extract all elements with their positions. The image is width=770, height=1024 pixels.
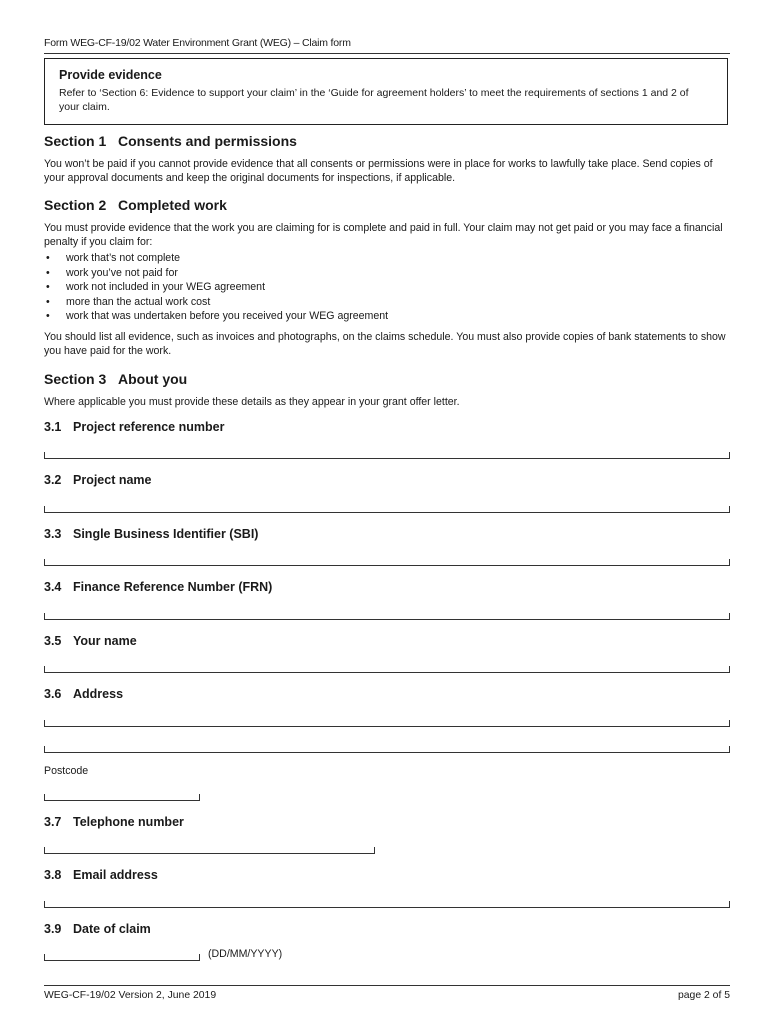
question-3-7-label xyxy=(44,815,184,829)
section-1-text: You won’t be paid if you cannot provide evidence that all consents or permissions were in place for works to lawfully take place. Send copies of your approval documents and keep the original documents for inspections, if applicable. xyxy=(44,158,713,184)
section-2-intro: You must provide evidence that the work you are claiming for is complete and paid in full. Your claim may not get paid or you may face a financial penalty if you claim for: xyxy=(44,222,723,248)
section-1-number: Section 1 xyxy=(44,133,107,149)
address-line-2-field[interactable] xyxy=(44,746,730,753)
question-number: 3.4 xyxy=(44,580,62,594)
question-text: Email address xyxy=(73,868,158,882)
question-text: Telephone number xyxy=(73,815,184,829)
frn-field[interactable] xyxy=(44,613,730,620)
page-footer xyxy=(44,985,730,1001)
telephone-field[interactable] xyxy=(44,847,375,854)
section-1-heading xyxy=(44,133,730,149)
question-3-8-label xyxy=(44,868,158,882)
question-number: 3.2 xyxy=(44,473,62,487)
question-number: 3.6 xyxy=(44,687,62,701)
section-2-title: Completed work xyxy=(118,197,227,213)
section-1-title: Consents and permissions xyxy=(118,133,297,149)
question-text: Your name xyxy=(73,634,137,648)
question-text: Date of claim xyxy=(73,922,151,936)
question-3-2-label xyxy=(44,473,152,487)
question-number: 3.3 xyxy=(44,527,62,541)
your-name-field[interactable] xyxy=(44,666,730,673)
postcode-field[interactable] xyxy=(44,794,200,801)
question-number: 3.1 xyxy=(44,420,62,434)
bullet-item: • work not included in your WEG agreement xyxy=(44,280,730,295)
section-2-outro: You should list all evidence, such as invoices and photographs, on the claims schedule. You must also provide copies of bank statements to show you have paid for the work. xyxy=(44,330,726,357)
section-3-title: About you xyxy=(118,371,188,387)
section-3-intro: Where applicable you must provide these details as they appear in your grant offer letter. xyxy=(44,396,460,408)
provide-evidence-box xyxy=(44,58,728,125)
address-line-1-field[interactable] xyxy=(44,720,730,727)
question-text: Address xyxy=(73,687,124,701)
bullet-item: • work that was undertaken before you received your WEG agreement xyxy=(44,309,730,324)
question-3-9-label xyxy=(44,922,151,936)
section-2-number: Section 2 xyxy=(44,197,107,213)
section-2-bullet-list xyxy=(44,251,730,324)
evidence-box-title: Provide evidence xyxy=(59,68,162,82)
question-text: Single Business Identifier (SBI) xyxy=(73,527,259,541)
bullet-item: • more than the actual work cost xyxy=(44,295,730,310)
question-3-5-label xyxy=(44,634,137,648)
bullet-item: • work that’s not complete xyxy=(44,251,730,266)
question-3-1-label xyxy=(44,420,224,434)
section-2-heading xyxy=(44,197,730,213)
question-number: 3.5 xyxy=(44,634,62,648)
date-format-hint: (DD/MM/YYYY) xyxy=(208,948,283,960)
section-3 xyxy=(44,371,730,409)
postcode-label: Postcode xyxy=(44,765,89,777)
question-3-4-label xyxy=(44,580,272,594)
date-of-claim-field[interactable] xyxy=(44,954,200,961)
page-number: page 2 of 5 xyxy=(678,990,730,1001)
email-field[interactable] xyxy=(44,901,730,908)
question-number: 3.8 xyxy=(44,868,62,882)
section-3-heading xyxy=(44,371,730,387)
question-text: Project name xyxy=(73,473,152,487)
question-text: Project reference number xyxy=(73,420,225,434)
question-text: Finance Reference Number (FRN) xyxy=(73,580,273,594)
section-3-number: Section 3 xyxy=(44,371,107,387)
project-name-field[interactable] xyxy=(44,506,730,513)
sbi-field[interactable] xyxy=(44,559,730,566)
project-reference-field[interactable] xyxy=(44,452,730,459)
running-header: Form WEG-CF-19/02 Water Environment Grant (WEG) – Claim form xyxy=(44,37,730,54)
bullet-item: • work you’ve not paid for xyxy=(44,266,730,281)
form-version: WEG-CF-19/02 Version 2, June 2019 xyxy=(44,990,217,1001)
section-2 xyxy=(44,197,730,358)
section-1 xyxy=(44,133,730,185)
question-number: 3.9 xyxy=(44,922,62,936)
question-3-6-label xyxy=(44,687,123,701)
evidence-box-text: Refer to ‘Section 6: Evidence to support your claim’ in the ‘Guide for agreement holders’ to meet the requirements of sections 1 and 2 of your claim. xyxy=(59,87,689,113)
question-3-3-label xyxy=(44,527,258,541)
question-number: 3.7 xyxy=(44,815,62,829)
